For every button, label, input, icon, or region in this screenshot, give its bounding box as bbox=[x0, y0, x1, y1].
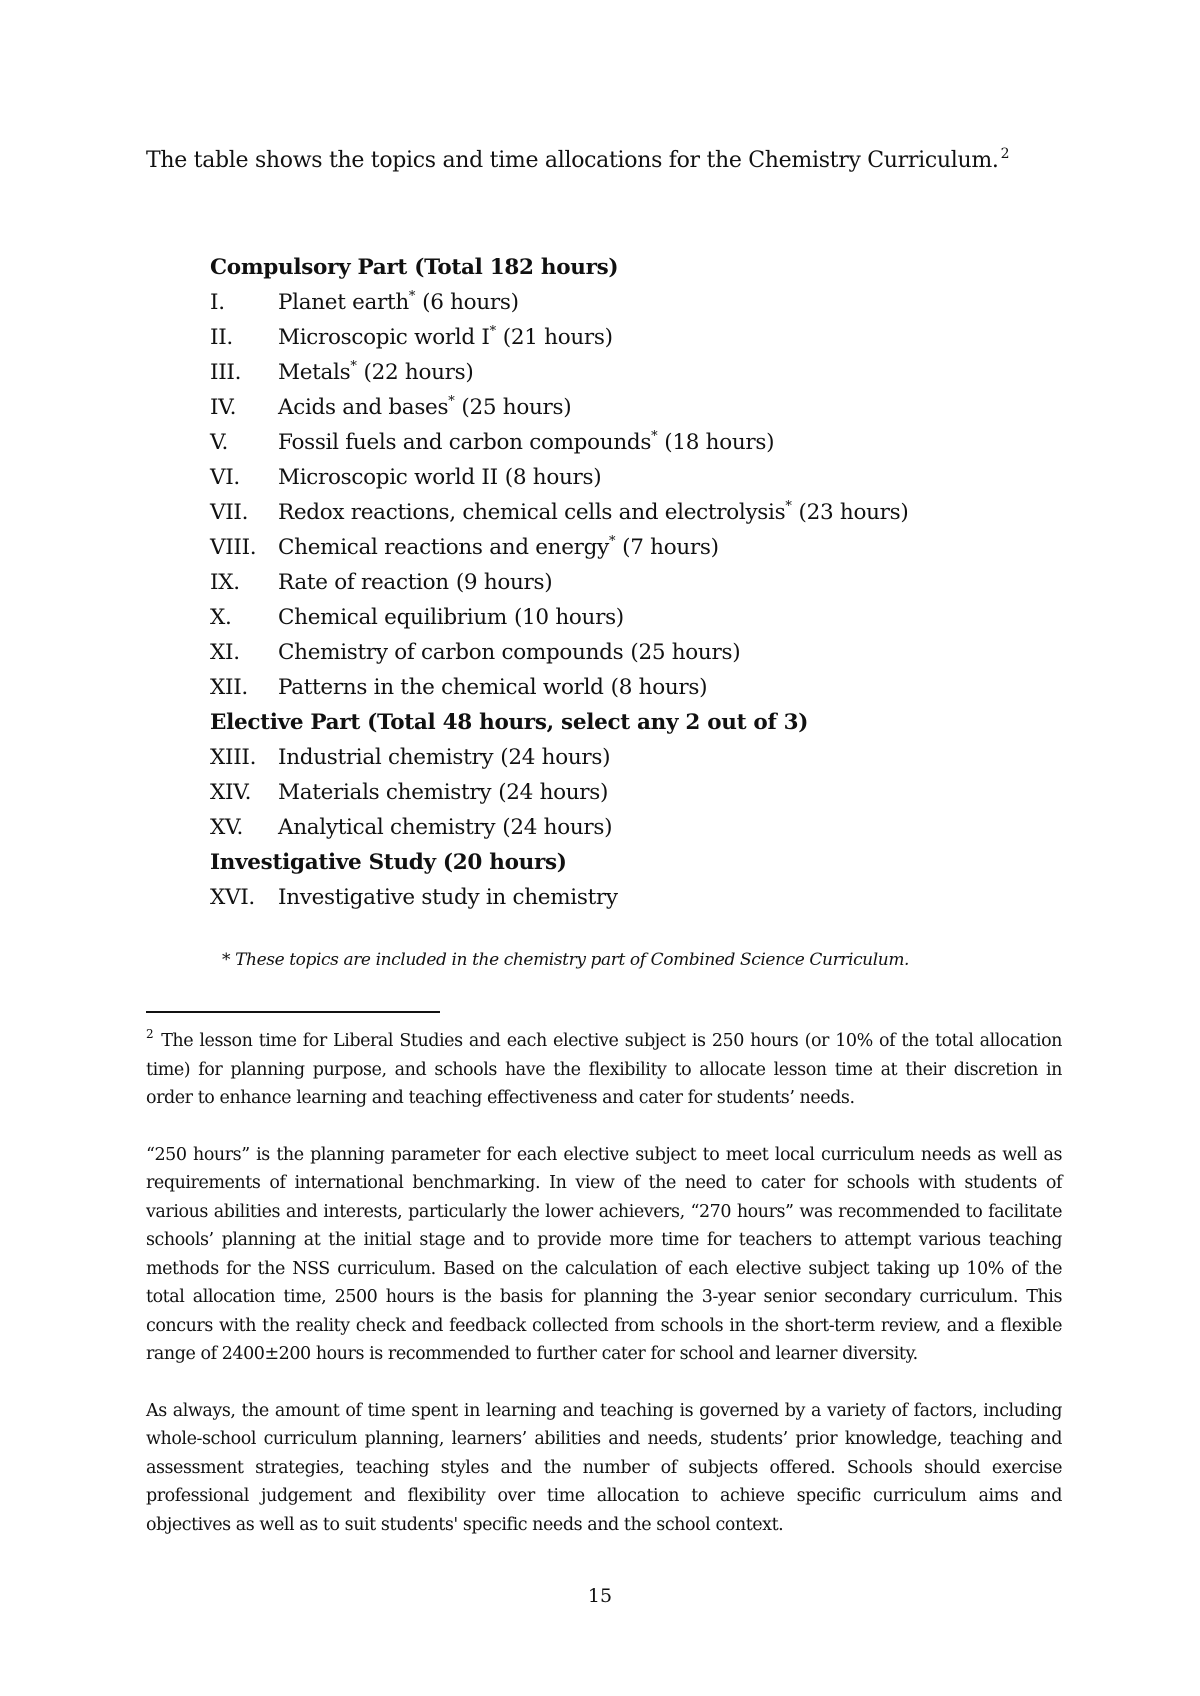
topic-title: Planet earth bbox=[278, 290, 409, 315]
topic-row bbox=[210, 530, 1010, 565]
topic-row bbox=[210, 355, 1010, 390]
topic-list bbox=[210, 250, 1010, 915]
topic-row bbox=[210, 565, 1010, 600]
topic-title: Investigative study in chemistry bbox=[278, 885, 618, 910]
footnote-paragraph bbox=[146, 1027, 1062, 1113]
topic-hours: (6 hours) bbox=[422, 290, 519, 315]
topic-number: VI. bbox=[210, 465, 240, 490]
topic-row bbox=[210, 425, 1010, 460]
topic-row bbox=[210, 810, 1010, 845]
topic-row bbox=[210, 880, 1010, 915]
topic-title: Rate of reaction bbox=[278, 570, 449, 595]
topic-row bbox=[210, 600, 1010, 635]
elective-heading: Elective Part (Total 48 hours, select any 2 out of 3) bbox=[210, 710, 809, 735]
topic-asterisk: * bbox=[408, 289, 416, 304]
topic-hours: (9 hours) bbox=[455, 570, 553, 595]
footnotes bbox=[146, 1027, 1062, 1567]
topic-hours: (23 hours) bbox=[798, 500, 909, 525]
topic-hours: (21 hours) bbox=[502, 325, 613, 350]
topic-asterisk: * bbox=[350, 359, 357, 374]
topic-number: XIII. bbox=[210, 745, 257, 770]
topic-hours: (18 hours) bbox=[664, 430, 775, 455]
topic-title: Industrial chemistry bbox=[278, 745, 494, 770]
footnote-separator bbox=[146, 1011, 440, 1013]
footnote-marker: 2 bbox=[146, 1027, 154, 1041]
topic-number: XV. bbox=[210, 815, 244, 840]
topic-row bbox=[210, 320, 1010, 355]
topic-row bbox=[210, 390, 1010, 425]
topic-number: IX. bbox=[210, 570, 240, 595]
topic-number: I. bbox=[210, 290, 225, 315]
topic-number: X. bbox=[210, 605, 232, 630]
footnote-ref[interactable]: 2 bbox=[1000, 146, 1010, 162]
topic-number: V. bbox=[210, 430, 229, 455]
compulsory-heading: Compulsory Part (Total 182 hours) bbox=[210, 255, 619, 280]
topic-asterisk: * bbox=[608, 534, 616, 549]
topic-title: Materials chemistry bbox=[278, 780, 492, 805]
topic-number: III. bbox=[210, 360, 242, 385]
topic-title: Metals bbox=[278, 360, 351, 385]
topic-asterisk: * bbox=[489, 324, 496, 339]
topic-row bbox=[210, 495, 1010, 530]
topic-hours: (24 hours) bbox=[502, 815, 613, 840]
topic-row bbox=[210, 460, 1010, 495]
topic-hours: (7 hours) bbox=[622, 535, 719, 560]
topic-number: XI. bbox=[210, 640, 240, 665]
topic-hours: (24 hours) bbox=[498, 780, 609, 805]
intro-text: The table shows the topics and time allocations for the Chemistry Curriculum. bbox=[146, 148, 999, 173]
footnote-paragraph: As always, the amount of time spent in learning and teaching is governed by a variety of factors, including whole-school curriculum planning, learners’ abilities and needs, students’ prior knowledge, teaching and assessment strategies, teaching styles and the number of subjects offered. Schools should exercise professional judgement and flexibility over time allocation to achieve specific curriculum aims and objectives as well as to suit students' specific needs and the school context. bbox=[146, 1400, 1062, 1535]
topic-asterisk: * bbox=[448, 394, 455, 409]
topic-title: Chemical equilibrium bbox=[278, 605, 507, 630]
topic-hours: (22 hours) bbox=[363, 360, 474, 385]
topic-number: II. bbox=[210, 325, 233, 350]
footnote-paragraph: “250 hours” is the planning parameter for each elective subject to meet local curriculum needs as well as requirements of international benchmarking. In view of the need to cater for schools with students of various abilities and interests, particularly the lower achievers, “270 hours” was recommended to facilitate schools’ planning at the initial stage and to provide more time for teachers to attempt various teaching methods for the NSS curriculum. Based on the calculation of each elective subject taking up 10% of the total allocation time, 2500 hours is the basis for planning the 3-year senior secondary curriculum. This concurs with the reality check and feedback collected from schools in the short-term review, and a flexible range of 2400±200 hours is recommended to further cater for school and learner diversity. bbox=[146, 1144, 1062, 1364]
topic-hours: (25 hours) bbox=[630, 640, 741, 665]
combined-science-note: * These topics are included in the chemistry part of Combined Science Curriculum. bbox=[222, 950, 910, 970]
page-number: 15 bbox=[587, 1585, 613, 1607]
topic-row bbox=[210, 740, 1010, 775]
investigative-heading: Investigative Study (20 hours) bbox=[210, 850, 567, 875]
topic-title: Acids and bases bbox=[278, 395, 449, 420]
topic-hours: (8 hours) bbox=[504, 465, 602, 490]
topic-hours: (8 hours) bbox=[610, 675, 708, 700]
topic-title: Fossil fuels and carbon compounds bbox=[278, 430, 652, 455]
topic-title: Redox reactions, chemical cells and electrolysis bbox=[278, 500, 786, 525]
topic-hours: (10 hours) bbox=[513, 605, 624, 630]
topic-number: VII. bbox=[210, 500, 249, 525]
topic-row bbox=[210, 775, 1010, 810]
topic-hours: (25 hours) bbox=[461, 395, 572, 420]
topic-number: XII. bbox=[210, 675, 248, 700]
topic-title: Analytical chemistry bbox=[278, 815, 496, 840]
topic-title: Microscopic world I bbox=[278, 325, 490, 350]
intro-sentence bbox=[146, 146, 1009, 173]
topic-number: IV. bbox=[210, 395, 237, 420]
topic-title: Microscopic world II bbox=[278, 465, 498, 490]
topic-asterisk: * bbox=[651, 429, 658, 444]
topic-row bbox=[210, 670, 1010, 705]
topic-number: XVI. bbox=[210, 885, 255, 910]
topic-asterisk: * bbox=[785, 499, 792, 514]
topic-row bbox=[210, 285, 1010, 320]
topic-title: Chemistry of carbon compounds bbox=[278, 640, 624, 665]
topic-row bbox=[210, 635, 1010, 670]
topic-number: VIII. bbox=[210, 535, 257, 560]
topic-title: Patterns in the chemical world bbox=[278, 675, 604, 700]
topic-number: XIV. bbox=[210, 780, 252, 805]
topic-hours: (24 hours) bbox=[500, 745, 611, 770]
topic-title: Chemical reactions and energy bbox=[278, 535, 609, 560]
footnote-text: The lesson time for Liberal Studies and each elective subject is 250 hours (or 10% of the total allocation time) for planning purpose, and schools have the flexibility to allocate lesson time at their discretion in order to enhance learning and teaching effectiveness and cater for students’ needs. bbox=[146, 1031, 1062, 1108]
